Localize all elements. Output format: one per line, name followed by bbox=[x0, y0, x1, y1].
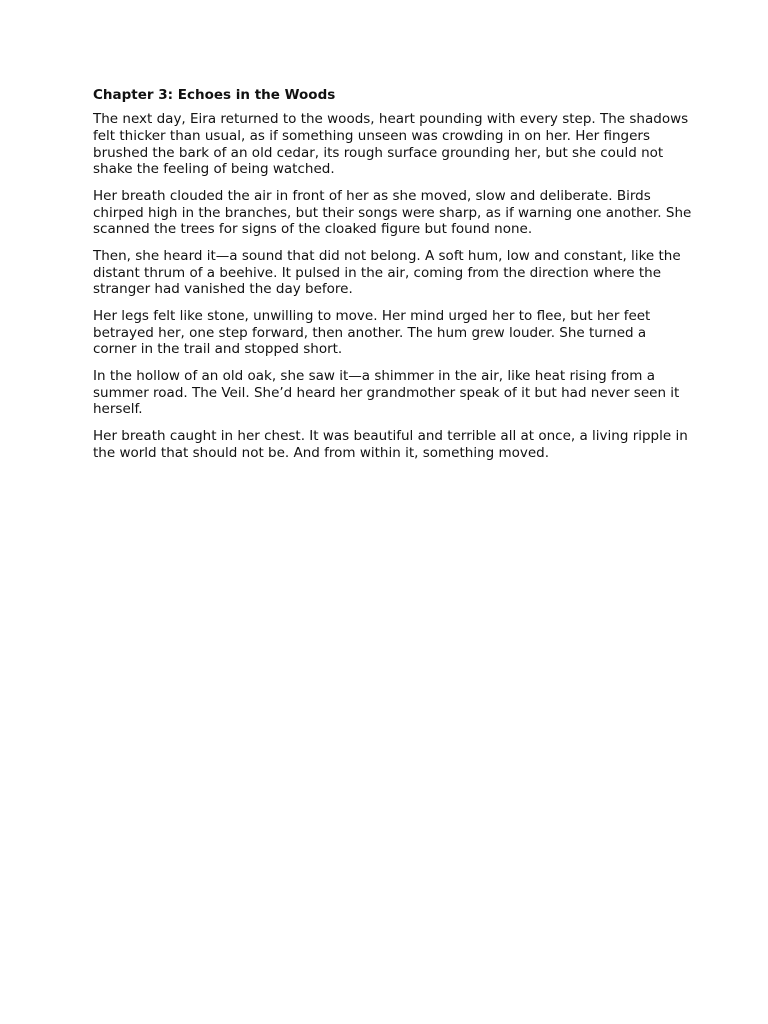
paragraph: Her breath caught in her chest. It was beautiful and terrible all at once, a living ripple in the world that should not be. And from within it, something moved. bbox=[93, 427, 688, 461]
paragraph: Then, she heard it—a sound that did not belong. A soft hum, low and constant, like the distant thrum of a beehive. It pulsed in the air, coming from the direction where the stranger had vanished the day before. bbox=[93, 247, 681, 298]
paragraph: Her breath clouded the air in front of her as she moved, slow and deliberate. Birds chirped high in the branches, but their songs were sharp, as if warning one another. She scanned the trees for signs of the cloaked figure but found none. bbox=[93, 187, 692, 238]
paragraph: In the hollow of an old oak, she saw it—a shimmer in the air, like heat rising from a summer road. The Veil. She’d heard her grandmother speak of it but had never seen it herself. bbox=[93, 367, 680, 418]
document-page bbox=[93, 86, 693, 471]
paragraph: The next day, Eira returned to the woods, heart pounding with every step. The shadows felt thicker than usual, as if something unseen was crowding in on her. Her fingers brushed the bark of an old cedar, its rough surface grounding her, but she could not shake the feeling of being watched. bbox=[93, 111, 689, 178]
paragraph: Her legs felt like stone, unwilling to move. Her mind urged her to flee, but her feet betrayed her, one step forward, then another. The hum grew louder. She turned a corner in the trail and stopped short. bbox=[93, 307, 651, 358]
chapter-title: Chapter 3: Echoes in the Woods bbox=[93, 87, 336, 103]
